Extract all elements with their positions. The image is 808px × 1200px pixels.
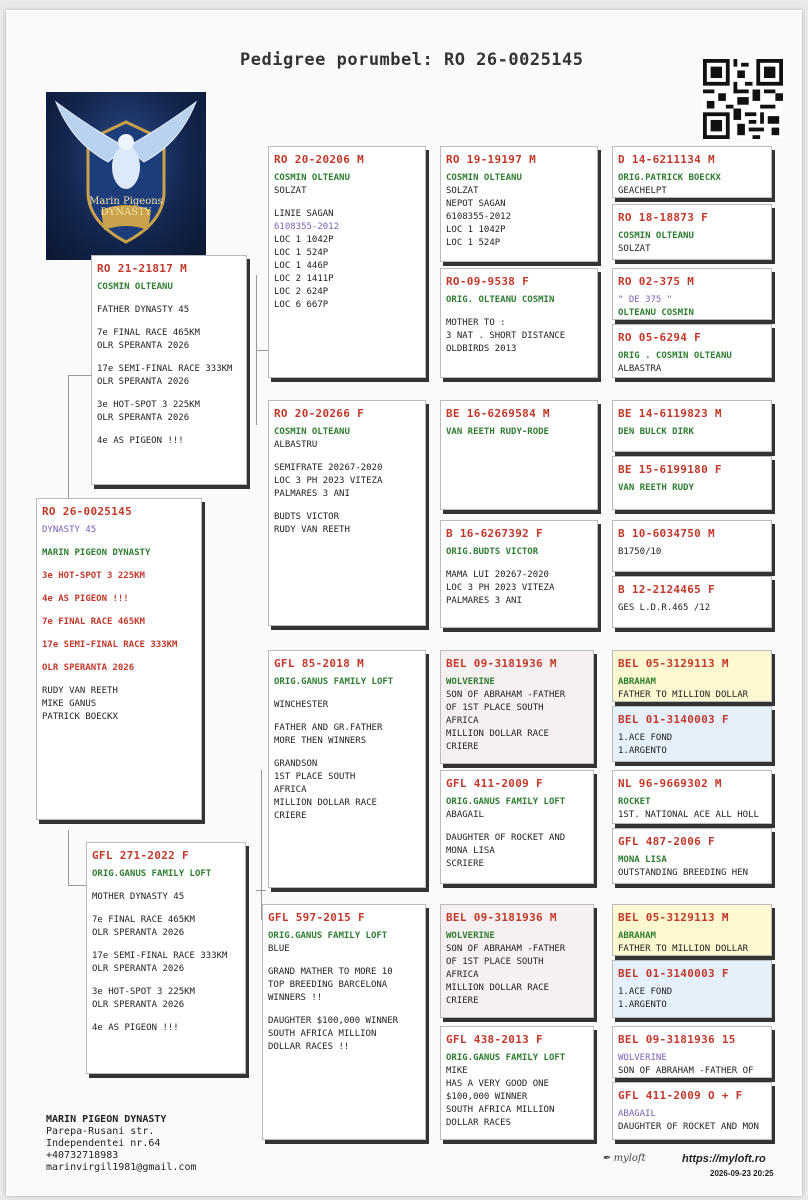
ring-number: GFL 487-2006 F — [618, 835, 715, 848]
card-line: ABAGAIL — [618, 1109, 656, 1119]
eagle-emblem-icon — [46, 92, 206, 260]
card-line: 1ST PLACE SOUTH — [274, 772, 356, 782]
card-line: 3 NAT . SHORT DISTANCE — [446, 331, 566, 341]
card-line: AFRICA — [274, 785, 307, 795]
spacer — [446, 307, 592, 317]
card-line: AFRICA — [446, 716, 479, 726]
ring-number: RO 20-20206 M — [274, 153, 364, 166]
card-line: LOC 3 PH 2023 VITEZA — [446, 583, 555, 593]
ring-number: BEL 01-3140003 F — [618, 967, 729, 980]
spacer — [42, 629, 196, 639]
card-line: LOC 2 1411P — [274, 274, 334, 284]
card-ggg9[interactable] — [612, 650, 772, 702]
card-line: OUTSTANDING BREEDING HEN — [618, 868, 749, 878]
card-line: 1.ACE FOND — [618, 733, 673, 743]
spacer — [42, 560, 196, 570]
spacer — [274, 452, 420, 462]
ring-number: BEL 01-3140003 F — [618, 713, 729, 726]
ring-number: B 10-6034750 M — [618, 527, 715, 540]
card-line: FATHER DYNASTY 45 — [97, 305, 190, 315]
card-line: 17e SEMI-FINAL RACE 333KM — [42, 640, 178, 650]
card-line: OF 1ST PLACE SOUTH — [446, 957, 544, 967]
card-line: MAMA LUI 20267-2020 — [446, 570, 549, 580]
card-ggg15[interactable] — [612, 1026, 772, 1078]
card-line: 6108355-2012 — [274, 222, 340, 232]
spacer — [274, 501, 420, 511]
card-line: HAS A VERY GOOD ONE — [446, 1079, 549, 1089]
card-line: LOC 1 1042P — [446, 225, 506, 235]
card-line: WINNERS !! — [268, 993, 323, 1003]
card-ggg4[interactable] — [612, 324, 772, 378]
card-line: MOTHER DYNASTY 45 — [92, 892, 185, 902]
spacer — [42, 583, 196, 593]
card-line: WOLVERINE — [618, 1053, 667, 1063]
ring-number: BE 14-6119823 M — [618, 407, 722, 420]
myloft-label: myloft — [613, 1153, 646, 1164]
card-gg1[interactable] — [440, 146, 598, 262]
card-line: DAUGHTER OF ROCKET AND MON — [618, 1122, 759, 1132]
card-line: SOUTH AFRICA MILLION — [446, 1105, 555, 1115]
card-line: LOC 1 524P — [446, 238, 501, 248]
card-line: MORE THEN WINNERS — [274, 736, 367, 746]
card-line: NEPOT SAGAN — [446, 199, 506, 209]
spacer — [274, 689, 420, 699]
ring-number: NL 96-9669302 M — [618, 777, 722, 790]
card-line: ORIG.GANUS FAMILY LOFT — [92, 869, 212, 879]
card-gg7[interactable] — [440, 904, 594, 1018]
ring-number: RO-09-9538 F — [446, 275, 530, 288]
spacer — [42, 652, 196, 662]
ring-number: RO 20-20266 F — [274, 407, 364, 420]
ring-number: B 16-6267392 F — [446, 527, 543, 540]
page-title: Pedigree porumbel: RO 26-0025145 — [240, 50, 584, 70]
spacer — [97, 425, 241, 435]
spacer — [446, 822, 588, 832]
card-g3[interactable] — [268, 650, 426, 888]
card-line: 3e HOT-SPOT 3 225KM — [92, 987, 195, 997]
card-line: $100,000 WINNER — [446, 1092, 528, 1102]
card-line: LOC 1 1042P — [274, 235, 334, 245]
card-line: 3e HOT-SPOT 3 225KM — [97, 400, 200, 410]
card-line: SOLZAT — [446, 186, 479, 196]
card-line: VAN REETH RUDY-RODE — [446, 427, 549, 437]
spacer — [92, 881, 240, 891]
spacer — [42, 675, 196, 685]
card-line: OLR SPERANTA 2026 — [92, 928, 185, 938]
card-line: GRAND MATHER TO MORE 10 — [268, 967, 393, 977]
card-line: DEN BULCK DIRK — [618, 427, 694, 437]
ring-number: RO 21-21817 M — [97, 262, 187, 275]
ring-number: RO 18-18873 F — [618, 211, 708, 224]
card-line: 7e FINAL RACE 465KM — [92, 915, 195, 925]
dynasty-logo — [46, 92, 206, 260]
card-line: COSMIN OLTEANU — [618, 231, 694, 241]
ring-number: BEL 09-3181936 M — [446, 911, 557, 924]
spacer — [42, 606, 196, 616]
card-line: FATHER TO MILLION DOLLAR — [618, 944, 749, 954]
card-line: " DE 375 " — [618, 295, 673, 305]
card-line: ORIG.GANUS FAMILY LOFT — [274, 677, 394, 687]
card-line: ABAGAIL — [446, 810, 484, 820]
card-line: OLR SPERANTA 2026 — [97, 413, 190, 423]
spacer — [446, 559, 592, 569]
card-line: DYNASTY 45 — [42, 525, 97, 535]
card-line: COSMIN OLTEANU — [274, 173, 350, 183]
ring-number: BE 16-6269584 M — [446, 407, 550, 420]
ring-number: BEL 05-3129113 M — [618, 911, 729, 924]
spacer — [97, 353, 241, 363]
card-ggg6[interactable] — [612, 456, 772, 510]
breeder-email[interactable]: marinvirgil1981@gmail.com — [46, 1162, 197, 1173]
card-line: MOTHER TO : — [446, 318, 506, 328]
myloft-brand — [602, 1153, 646, 1164]
breeder-contact — [46, 1114, 197, 1174]
spacer — [42, 537, 196, 547]
spacer — [274, 712, 420, 722]
card-line: BLUE — [268, 944, 290, 954]
card-line: 17e SEMI-FINAL RACE 333KM — [97, 364, 233, 374]
card-line: 7e FINAL RACE 465KM — [97, 328, 200, 338]
card-line: OLR SPERANTA 2026 — [97, 341, 190, 351]
card-ggg14[interactable] — [612, 960, 772, 1018]
card-line: MIKE GANUS — [42, 699, 97, 709]
card-line: SON OF ABRAHAM -FATHER — [446, 690, 566, 700]
card-line: LOC 2 624P — [274, 287, 329, 297]
qr-code — [703, 58, 783, 140]
card-line: VAN REETH RUDY — [618, 483, 694, 493]
card-g4[interactable] — [262, 904, 426, 1140]
card-gg3[interactable] — [440, 400, 598, 510]
print-date: 2026-09-23 20:25 — [710, 1169, 774, 1178]
card-line: SOLZAT — [274, 186, 307, 196]
card-ggg11[interactable] — [612, 770, 772, 824]
myloft-url[interactable]: https://myloft.ro — [682, 1153, 766, 1165]
card-line: 1ST. NATIONAL ACE ALL HOLL — [618, 810, 759, 820]
card-line: MONA LISA — [446, 846, 495, 856]
card-line: PATRICK BOECKX — [42, 712, 118, 722]
card-line: 17e SEMI-FINAL RACE 333KM — [92, 951, 228, 961]
card-line: WINCHESTER — [274, 700, 329, 710]
card-line: 1.ARGENTO — [618, 746, 667, 756]
card-line: DAUGHTER $100,000 WINNER — [268, 1016, 399, 1026]
ring-number: GFL 271-2022 F — [92, 849, 189, 862]
card-line: CRIERE — [446, 996, 479, 1006]
card-line: 7e FINAL RACE 465KM — [42, 617, 145, 627]
card-line: LOC 1 446P — [274, 261, 329, 271]
card-gg8[interactable] — [440, 1026, 594, 1140]
card-dam[interactable] — [86, 842, 246, 1074]
pigeon-icon: ✒ — [602, 1153, 611, 1164]
card-line: ROCKET — [618, 797, 651, 807]
spacer — [97, 317, 241, 327]
ring-number: BEL 05-3129113 M — [618, 657, 729, 670]
card-line: ALBASTRU — [274, 440, 318, 450]
card-line: WOLVERINE — [446, 931, 495, 941]
ring-number: BEL 09-3181936 15 — [618, 1033, 736, 1046]
card-line: 6108355-2012 — [446, 212, 512, 222]
ring-number: BEL 09-3181936 M — [446, 657, 557, 670]
card-line: LOC 6 667P — [274, 300, 329, 310]
card-line: ALBASTRA — [618, 364, 662, 374]
card-line: ABRAHAM — [618, 677, 656, 687]
ring-number: GFL 411-2009 F — [446, 777, 543, 790]
card-line: ORIG.BUDTS VICTOR — [446, 547, 539, 557]
breeder-address: Independentei nr.64 — [46, 1138, 161, 1149]
card-ggg12[interactable] — [612, 828, 772, 884]
card-line: FATHER TO MILLION DOLLAR — [618, 690, 749, 700]
card-line: ABRAHAM — [618, 931, 656, 941]
spacer — [92, 940, 240, 950]
card-gg5[interactable] — [440, 650, 594, 764]
card-line: OLR SPERANTA 2026 — [92, 1000, 185, 1010]
card-line: MILLION DOLLAR RACE — [446, 983, 549, 993]
card-line: GES L.D.R.465 /12 — [618, 603, 711, 613]
ring-number: GFL 411-2009 O + F — [618, 1089, 743, 1102]
card-line: COSMIN OLTEANU — [274, 427, 350, 437]
card-line: PALMARES 3 ANI — [274, 489, 350, 499]
card-line: GEACHELPT — [618, 186, 667, 196]
card-line: OLDBIRDS 2013 — [446, 344, 517, 354]
card-line: ORIG.GANUS FAMILY LOFT — [446, 797, 566, 807]
card-sire[interactable] — [91, 255, 247, 485]
card-line: RUDY VAN REETH — [274, 525, 350, 535]
card-line: CRIERE — [274, 811, 307, 821]
spacer — [268, 956, 420, 966]
ring-number: BE 15-6199180 F — [618, 463, 722, 476]
card-line: DAUGHTER OF ROCKET AND — [446, 833, 566, 843]
card-line: SOLZAT — [618, 244, 651, 254]
card-line: MARIN PIGEON DYNASTY — [42, 548, 151, 558]
ring-number: GFL 85-2018 M — [274, 657, 364, 670]
card-g2[interactable] — [268, 400, 426, 626]
card-ggg16[interactable] — [612, 1082, 772, 1140]
card-line: TOP BREEDING BARCELONA — [268, 980, 388, 990]
spacer — [92, 976, 240, 986]
card-ggg5[interactable] — [612, 400, 772, 452]
card-line: LOC 1 524P — [274, 248, 329, 258]
breeder-street: Parepa-Rusani str. — [46, 1126, 155, 1137]
card-gg4[interactable] — [440, 520, 598, 628]
breeder-name: MARIN PIGEON DYNASTY — [46, 1114, 167, 1125]
spacer — [97, 389, 241, 399]
spacer — [274, 198, 420, 208]
logo-line2: DYNASTY — [100, 207, 152, 218]
card-line: DOLLAR RACES !! — [268, 1042, 350, 1052]
card-ggg7[interactable] — [612, 520, 772, 572]
card-gg2[interactable] — [440, 268, 598, 378]
card-line: ORIG.PATRICK BOECKX — [618, 173, 721, 183]
card-ggg3[interactable] — [612, 268, 772, 320]
card-line: BUDTS VICTOR — [274, 512, 340, 522]
card-ggg2[interactable] — [612, 204, 772, 260]
ring-number: RO 26-0025145 — [42, 505, 132, 518]
card-line: OF 1ST PLACE SOUTH — [446, 703, 544, 713]
card-line: OLTEANU COSMIN — [618, 308, 694, 318]
ring-number: RO 02-375 M — [618, 275, 695, 288]
card-line: SOUTH AFRICA MILLION — [268, 1029, 377, 1039]
spacer — [92, 904, 240, 914]
card-line: OLR SPERANTA 2026 — [42, 663, 135, 673]
ring-number: B 12-2124465 F — [618, 583, 715, 596]
card-line: OLR SPERANTA 2026 — [92, 964, 185, 974]
card-line: FATHER AND GR.FATHER — [274, 723, 383, 733]
card-line: 4e AS PIGEON !!! — [97, 436, 184, 446]
card-line: 1.ACE FOND — [618, 987, 673, 997]
card-line: WOLVERINE — [446, 677, 495, 687]
card-line: COSMIN OLTEANU — [446, 173, 522, 183]
card-line: MILLION DOLLAR RACE — [446, 729, 549, 739]
card-line: SON OF ABRAHAM -FATHER OF — [618, 1066, 754, 1076]
card-line: B1750/10 — [618, 547, 662, 557]
card-line: 4e AS PIGEON !!! — [92, 1023, 179, 1033]
ring-number: D 14-6211134 M — [618, 153, 715, 166]
card-ggg1[interactable] — [612, 146, 772, 198]
card-line: ORIG.GANUS FAMILY LOFT — [446, 1053, 566, 1063]
spacer — [97, 294, 241, 304]
card-line: ORIG.GANUS FAMILY LOFT — [268, 931, 388, 941]
breeder-phone: +40732718983 — [46, 1150, 119, 1161]
card-line: DOLLAR RACES — [446, 1118, 512, 1128]
card-line: MILLION DOLLAR RACE — [274, 798, 377, 808]
card-subject[interactable] — [36, 498, 202, 820]
ring-number: RO 19-19197 M — [446, 153, 536, 166]
card-line: SON OF ABRAHAM -FATHER — [446, 944, 566, 954]
card-ggg10[interactable] — [612, 706, 772, 762]
card-line: SCRIERE — [446, 859, 484, 869]
card-line: LOC 3 PH 2023 VITEZA — [274, 476, 383, 486]
spacer — [268, 1005, 420, 1015]
card-line: 1.ARGENTO — [618, 1000, 667, 1010]
card-line: ORIG. OLTEANU COSMIN — [446, 295, 555, 305]
card-line: OLR SPERANTA 2026 — [97, 377, 190, 387]
card-line: 4e AS PIGEON !!! — [42, 594, 129, 604]
spacer — [92, 1012, 240, 1022]
card-line: PALMARES 3 ANI — [446, 596, 522, 606]
card-line: 3e HOT-SPOT 3 225KM — [42, 571, 145, 581]
card-line: GRANDSON — [274, 759, 318, 769]
logo-line1: Marin Pigeons — [89, 196, 163, 207]
card-line: ORIG . COSMIN OLTEANU — [618, 351, 732, 361]
card-line: MIKE — [446, 1066, 468, 1076]
card-line: CRIERE — [446, 742, 479, 752]
card-ggg8[interactable] — [612, 576, 772, 628]
ring-number: GFL 597-2015 F — [268, 911, 365, 924]
pedigree-page — [6, 10, 802, 1196]
card-line: COSMIN OLTEANU — [97, 282, 173, 292]
spacer — [274, 748, 420, 758]
card-ggg13[interactable] — [612, 904, 772, 956]
card-line: RUDY VAN REETH — [42, 686, 118, 696]
card-line: MONA LISA — [618, 855, 667, 865]
card-line: LINIE SAGAN — [274, 209, 334, 219]
ring-number: RO 05-6294 F — [618, 331, 702, 344]
card-line: AFRICA — [446, 970, 479, 980]
ring-number: GFL 438-2013 F — [446, 1033, 543, 1046]
card-line: SEMIFRATE 20267-2020 — [274, 463, 383, 473]
card-g1[interactable] — [268, 146, 426, 378]
card-gg6[interactable] — [440, 770, 594, 884]
